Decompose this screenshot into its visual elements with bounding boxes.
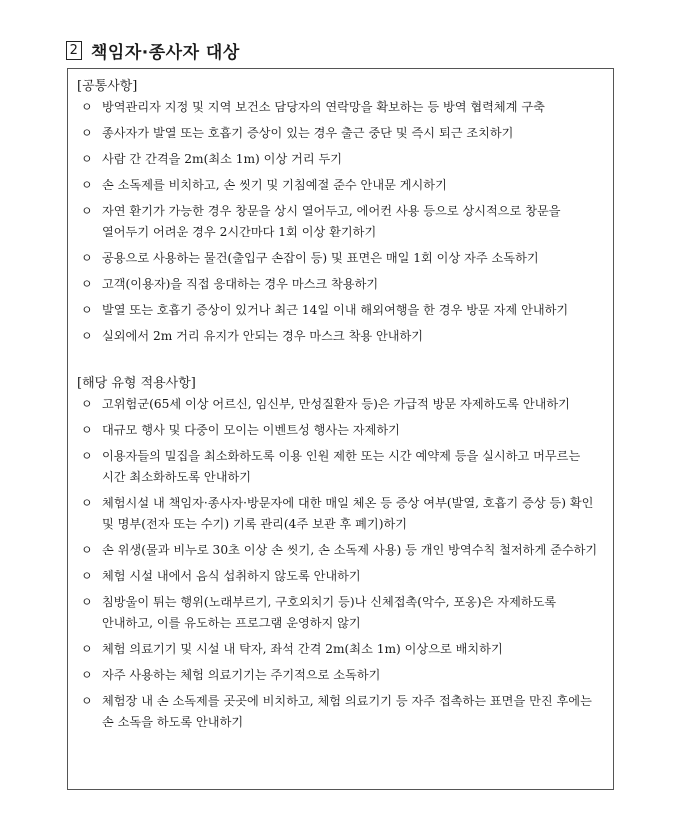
list-item: [68, 175, 613, 196]
list-item-text: 공용으로 사용하는 물건(출입구 손잡이 등) 및 표면은 매일 1회 이상 자주 소독하기: [102, 251, 539, 265]
list-item: [68, 248, 613, 269]
list-item: [68, 274, 613, 295]
list-item: [68, 201, 613, 243]
list-item-text: 손 소독제를 비치하고, 손 씻기 및 기침예절 준수 안내문 게시하기: [102, 178, 447, 192]
bullet-marker: ㅇ: [81, 694, 93, 708]
common-section-title: [공통사항]: [77, 79, 138, 94]
bullet-marker: ㅇ: [81, 152, 93, 166]
list-item: [68, 300, 613, 321]
section-number-box: 2: [66, 41, 82, 60]
list-item: [68, 665, 613, 686]
list-item-text: 이용자들의 밀집을 최소화하도록 이용 인원 제한 또는 시간 예약제 등을 실시하고 머무르는 시간 최소화하도록 안내하기: [102, 449, 581, 484]
list-item: [68, 493, 613, 535]
list-item-text: 대규모 행사 및 다중이 모이는 이벤트성 행사는 자제하기: [102, 423, 400, 437]
list-item-text: 체험 시설 내에서 음식 섭취하지 않도록 안내하기: [102, 569, 361, 583]
list-item: [68, 149, 613, 170]
list-item: [68, 446, 613, 488]
bullet-marker: ㅇ: [81, 178, 93, 192]
type-section-title: [해당 유형 적용사항]: [77, 376, 196, 391]
list-item-text: 고위험군(65세 이상 어르신, 임신부, 만성질환자 등)은 가급적 방문 자제하도록 안내하기: [102, 397, 570, 411]
section-heading-title: 책임자·종사자 대상: [91, 43, 240, 63]
bullet-marker: ㅇ: [81, 496, 93, 510]
list-item: [68, 592, 613, 634]
bullet-marker: ㅇ: [81, 543, 93, 557]
bullet-marker: ㅇ: [81, 668, 93, 682]
bullet-marker: ㅇ: [81, 303, 93, 317]
list-item: [68, 639, 613, 660]
guideline-panel: [67, 68, 614, 790]
list-item: [68, 566, 613, 587]
bullet-marker: ㅇ: [81, 251, 93, 265]
section-heading: [66, 38, 240, 63]
list-item: [68, 394, 613, 415]
bullet-marker: ㅇ: [81, 204, 93, 218]
bullet-marker: ㅇ: [81, 277, 93, 291]
list-item-text: 손 위생(물과 비누로 30초 이상 손 씻기, 손 소독제 사용) 등 개인 방역수칙 철저하게 준수하기: [102, 543, 598, 557]
list-item: [68, 123, 613, 144]
list-item-text: 사람 간 간격을 2m(최소 1m) 이상 거리 두기: [102, 152, 343, 166]
common-items-list: [68, 97, 613, 352]
list-item: [68, 540, 613, 561]
bullet-marker: ㅇ: [81, 642, 93, 656]
list-item-text: 자연 환기가 가능한 경우 창문을 상시 열어두고, 에어컨 사용 등으로 상시적으로 창문을 열어두기 어려운 경우 2시간마다 1회 이상 환기하기: [102, 204, 561, 239]
type-items-list: [68, 394, 613, 738]
bullet-marker: ㅇ: [81, 329, 93, 343]
list-item-text: 발열 또는 호흡기 증상이 있거나 최근 14일 이내 해외여행을 한 경우 방문 자제 안내하기: [102, 303, 569, 317]
list-item-text: 자주 사용하는 체험 의료기기는 주기적으로 소독하기: [102, 668, 381, 682]
bullet-marker: ㅇ: [81, 423, 93, 437]
bullet-marker: ㅇ: [81, 126, 93, 140]
bullet-marker: ㅇ: [81, 449, 93, 463]
bullet-marker: ㅇ: [81, 397, 93, 411]
list-item: [68, 691, 613, 733]
list-item: [68, 97, 613, 118]
bullet-marker: ㅇ: [81, 595, 93, 609]
list-item-text: 고객(이용자)을 직접 응대하는 경우 마스크 착용하기: [102, 277, 379, 291]
list-item-text: 방역관리자 지정 및 지역 보건소 담당자의 연락망을 확보하는 등 방역 협력체계 구축: [102, 100, 545, 114]
list-item-text: 종사자가 발열 또는 호흡기 증상이 있는 경우 출근 중단 및 즉시 퇴근 조치하기: [102, 126, 514, 140]
bullet-marker: ㅇ: [81, 100, 93, 114]
bullet-marker: ㅇ: [81, 569, 93, 583]
list-item-text: 실외에서 2m 거리 유지가 안되는 경우 마스크 착용 안내하기: [102, 329, 424, 343]
list-item-text: 체험시설 내 책임자·종사자·방문자에 대한 매일 체온 등 증상 여부(발열, 호흡기 증상 등) 확인 및 명부(전자 또는 수기) 기록 관리(4주 보관 후 폐기)하기: [102, 496, 594, 531]
list-item: [68, 326, 613, 347]
list-item-text: 체험 의료기기 및 시설 내 탁자, 좌석 간격 2m(최소 1m) 이상으로 배치하기: [102, 642, 503, 656]
list-item: [68, 420, 613, 441]
list-item-text: 침방울이 튀는 행위(노래부르기, 구호외치기 등)나 신체접촉(악수, 포옹)은 자제하도록 안내하고, 이를 유도하는 프로그램 운영하지 않기: [102, 595, 557, 630]
list-item-text: 체험장 내 손 소독제를 곳곳에 비치하고, 체험 의료기기 등 자주 접촉하는 표면을 만진 후에는 손 소독을 하도록 안내하기: [102, 694, 592, 729]
